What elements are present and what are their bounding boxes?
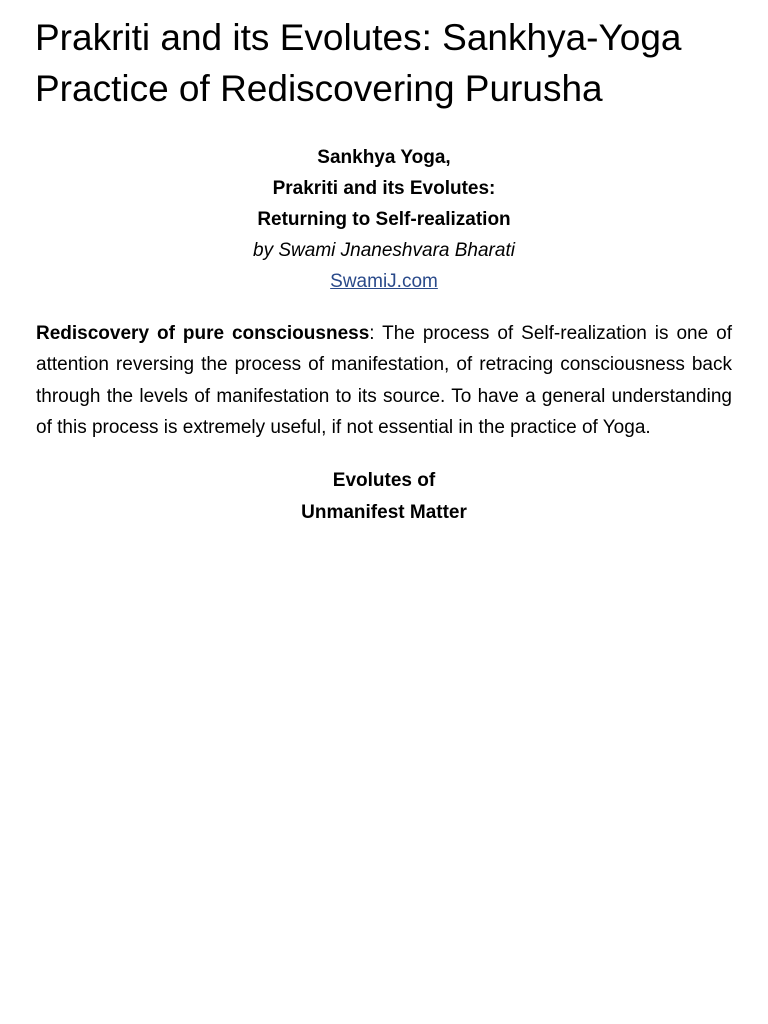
section-heading — [36, 465, 732, 529]
intro-paragraph — [36, 318, 732, 443]
intro-lead: Rediscovery of pure consciousness — [36, 323, 370, 344]
subtitle-block — [36, 142, 732, 297]
subtitle-line-2: Prakriti and its Evolutes: — [272, 178, 496, 199]
subtitle-line-3: Returning to Self-realization — [257, 209, 511, 230]
section-heading-line-1: Evolutes of — [332, 470, 436, 492]
subtitle-line-1: Sankhya Yoga, — [317, 147, 451, 168]
intro-text: : The process of Self-realization is one of attention reversing the process of manifestation, of retracing consciousness back through the levels of manifestation to its source. To have a general understanding of this process is extremely useful, if not essential in the practice of Yoga. — [36, 323, 732, 438]
author-byline: by Swami Jnaneshvara Bharati — [253, 240, 515, 261]
site-link[interactable]: SwamiJ.com — [330, 271, 438, 292]
section-heading-line-2: Unmanifest Matter — [301, 502, 467, 524]
page-title: Prakriti and its Evolutes: Sankhya-Yoga Practice of Rediscovering Purusha — [35, 17, 682, 109]
